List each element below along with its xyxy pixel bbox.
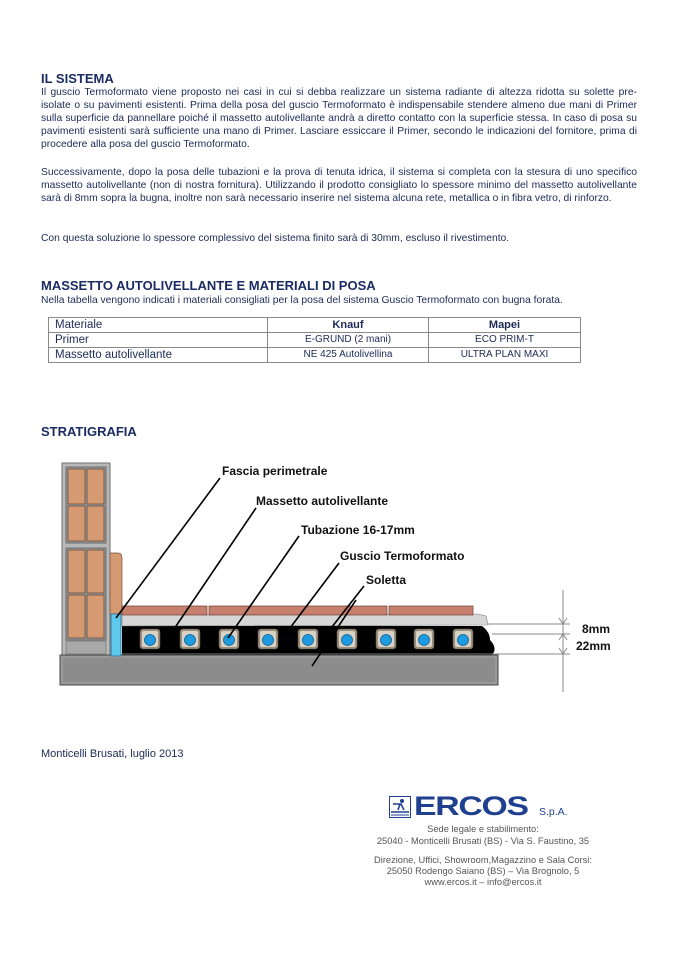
- table-cell: ECO PRIM-T: [429, 333, 581, 348]
- slab-soletta: [60, 655, 498, 685]
- label-guscio-termoformato: Guscio Termoformato: [340, 549, 465, 563]
- label-fascia-perimetrale: Fascia perimetrale: [222, 464, 328, 478]
- perimeter-band: [111, 614, 121, 656]
- label-soletta: Soletta: [366, 573, 407, 587]
- table-row: [49, 333, 581, 348]
- table-header-mapei: Mapei: [429, 318, 581, 333]
- ercos-logo-icon: [389, 796, 411, 818]
- website-email: www.ercos.it – info@ercos.it: [424, 877, 542, 887]
- label-tubazione: Tubazione 16-17mm: [301, 523, 415, 537]
- place-date: Monticelli Brusati, luglio 2013: [41, 748, 184, 760]
- floor-tiles: [122, 606, 473, 615]
- paragraph-sistema-intro: Il guscio Termoformato viene proposto nei casi in cui si debba realizzare un sistema radiante di altezza ridotta su solette pre-isolate o su pavimenti esistenti. Prima della posa del guscio Termoformato è indispensabile stendere almeno due mani di Primer sulla superficie da pannellare poiché il massetto autolivellante andrà a diretto contatto con la superficie stessa. In caso di posa su pavimenti esistenti sarà sufficiente una mano di Primer. Lasciare essiccare il Primer, secondo le indicazioni del fornitore, prima di procedere alla posa del guscio Termoformato.: [41, 87, 637, 150]
- table-cell: ULTRA PLAN MAXI: [429, 348, 581, 363]
- address-line: Direzione, Uffici, Showroom,Magazzino e Sala Corsi:: [374, 855, 592, 865]
- table-header-knauf: Knauf: [268, 318, 429, 333]
- materials-table: [48, 317, 581, 363]
- stratigraphy-diagram: [0, 455, 678, 705]
- table-header-materiale: Materiale: [49, 318, 268, 333]
- dimension-8mm: 8mm: [582, 622, 611, 636]
- table-cell: Primer: [49, 333, 268, 348]
- dimension-22mm: 22mm: [576, 639, 611, 653]
- paragraph-table-intro: Nella tabella vengono indicati i materiali consigliati per la posa del sistema Guscio Termoformato con bugna forata.: [41, 295, 563, 306]
- pipes: [140, 629, 473, 649]
- table-cell: Massetto autolivellante: [49, 348, 268, 363]
- label-massetto-autolivellante: Massetto autolivellante: [256, 494, 389, 508]
- paragraph-sistema-massetto: Successivamente, dopo la posa delle tubazioni e la prova di tenuta idrica, il sistema si completa con la stesura di uno specifico massetto autolivellante (non di nostra fornitura). Utilizzando il prodotto consigliato lo spessore minimo del massetto autolivellante sarà di 8mm sopra la bugna, inoltre non sarà necessario inserire nel sistema alcuna rete, metallica o in fibra vetro, di rinforzo.: [41, 167, 637, 204]
- address-line: Sede legale e stabilimento:: [427, 824, 539, 834]
- section-title-massetto: MASSETTO AUTOLIVELLANTE E MATERIALI DI POSA: [41, 278, 376, 293]
- section-title-il-sistema: IL SISTEMA: [41, 71, 114, 86]
- logo-spa: S.p.A.: [539, 806, 568, 818]
- table-cell: NE 425 Autolivellina: [268, 348, 429, 363]
- ercos-logo: [389, 791, 568, 821]
- paragraph-sistema-spessore: Con questa soluzione lo spessore complessivo del sistema finito sarà di 30mm, escluso il rivestimento.: [41, 233, 510, 244]
- dimension-lines: [488, 590, 570, 692]
- logo-wordmark: ERCOS: [414, 791, 528, 821]
- table-row: [49, 348, 581, 363]
- table-header-row: [49, 318, 581, 333]
- section-title-stratigrafia: STRATIGRAFIA: [41, 424, 137, 439]
- address-line: 25040 - Monticelli Brusati (BS) - Via S. Faustino, 35: [376, 836, 590, 846]
- address-line: 25050 Rodengo Saiano (BS) – Via Brognolo, 5: [386, 866, 580, 876]
- table-cell: E-GRUND (2 mani): [268, 333, 429, 348]
